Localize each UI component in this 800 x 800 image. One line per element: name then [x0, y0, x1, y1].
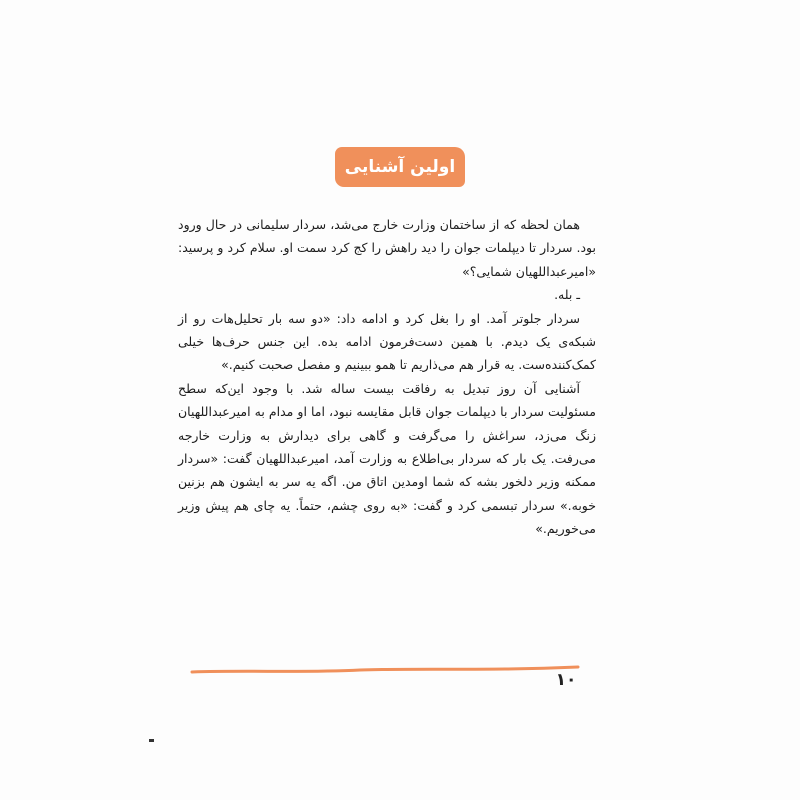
paragraph-1: همان لحظه که از ساختمان وزارت خارج می‌شد، سردار سلیمانی در حال ورود بود. سردار تا دیپلمات جوان را دید راهش را کج کرد سمت او. سلام کرد و پرسید: «امیرعبداللهیان شمایی؟»	[178, 217, 596, 279]
paragraph-4: آشنایی آن روز تبدیل به رفاقت بیست ساله شد. با وجود این‌که سطح مسئولیت سردار با دیپلمات جوان قابل مقایسه نبود، اما او مدام به امیرعبداللهیان زنگ می‌زد، سراغش را می‌گرفت و گاهی برای دیدارش به وزارت خارجه می‌رفت. یک بار که سردار بی‌اطلاع به وزارت آمد، امیرعبداللهیان گفت: «سردار ممکنه وزیر دلخور بشه که شما اومدین اتاق من. اگه یه سر به ایشون هم بزنین خوبه.» سردار تبسمی کرد و گفت: «به روی چشم، حتماً. یه چای هم پیش وزیر می‌خوریم.»	[178, 380, 596, 537]
edge-mark	[149, 739, 154, 742]
chapter-title-badge	[335, 147, 465, 187]
footer-rule	[190, 660, 580, 680]
chapter-title: اولین آشنایی	[344, 157, 456, 177]
paragraph-3: سردار جلوتر آمد. او را بغل کرد و ادامه داد: «دو سه بار تحلیل‌هات رو از شبکه‌ی یک دیدم. با همین دست‌فرمون ادامه بده. این جنس حرف‌ها خیلی کمک‌کننده‌ست. یه قرار هم می‌ذاریم تا همو ببینیم و مفصل صحبت کنیم.»	[178, 310, 596, 373]
page-number: ۱۰	[555, 670, 577, 690]
body-text	[178, 213, 596, 541]
paragraph-2: ـ بله.	[554, 287, 580, 303]
